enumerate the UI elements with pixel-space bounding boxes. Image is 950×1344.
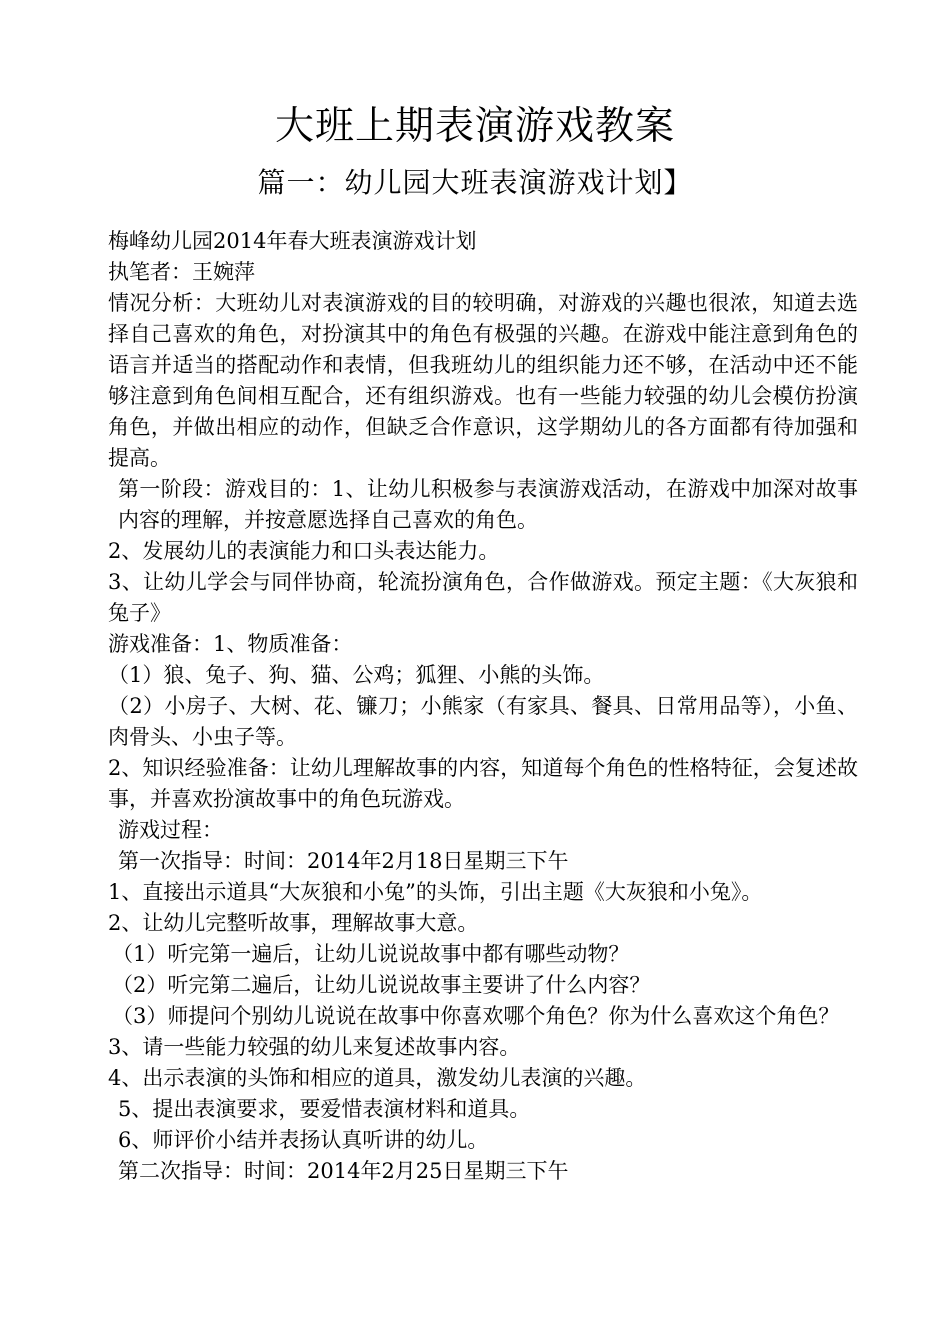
document-subtitle: 篇一：幼儿园大班表演游戏计划】 — [257, 166, 693, 199]
document-title: 大班上期表演游戏教案 — [274, 104, 675, 149]
paragraph-step-1: 1、直接出示道具“大灰狼和小兔”的头饰，引出主题《大灰狼和小兔》。 — [108, 880, 763, 904]
paragraph-first-guidance: 第一次指导：时间：2014年2月18日星期三下午 — [118, 849, 569, 873]
paragraph-step-2-sub-1: （1）听完第一遍后，让幼儿说说故事中都有哪些动物？ — [112, 942, 630, 966]
paragraph-step-4: 4、出示表演的头饰和相应的道具，激发幼儿表演的兴趣。 — [108, 1066, 647, 1090]
paragraph-step-6: 6、师评价小结并表扬认真听讲的幼儿。 — [118, 1128, 489, 1152]
paragraph-preparation: 游戏准备：1、物质准备： — [108, 632, 353, 656]
paragraph-situation-analysis: 情况分析：大班幼儿对表演游戏的目的较明确，对游戏的兴趣也很浓，知道去选择自己喜欢的角色，对扮演其中的角色有极强的兴趣。在游戏中能注意到角色的语言并适当的搭配动作和表情，但我班幼儿的组织能力还不够，在活动中还不能够注意到角色间相互配合，还有组织游戏。也有一些能力较强的幼儿会模仿扮演角色，并做出相应的动作，但缺乏合作意识，这学期幼儿的各方面都有待加强和提高。 — [108, 291, 858, 470]
document-body — [108, 226, 858, 1187]
paragraph-step-2: 2、让幼儿完整听故事，理解故事大意。 — [108, 911, 479, 935]
paragraph-goal-2: 2、发展幼儿的表演能力和口头表达能力。 — [108, 539, 500, 563]
paragraph-step-2-sub-2: （2）听完第二遍后，让幼儿说说故事主要讲了什么内容？ — [112, 973, 651, 997]
paragraph-knowledge-prep: 2、知识经验准备：让幼儿理解故事的内容，知道每个角色的性格特征，会复述故事，并喜欢扮演故事中的角色玩游戏。 — [108, 756, 858, 811]
paragraph-game-process: 游戏过程： — [118, 818, 223, 842]
paragraph-prep-item-2: （2）小房子、大树、花、镰刀；小熊家（有家具、餐具、日常用品等），小鱼、肉骨头、小虫子等。 — [108, 694, 858, 749]
paragraph-school-plan: 梅峰幼儿园2014年春大班表演游戏计划 — [108, 229, 477, 253]
paragraph-stage-one-goal: 第一阶段：游戏目的：1、让幼儿积极参与表演游戏活动，在游戏中加深对故事内容的理解，并按意愿选择自己喜欢的角色。 — [118, 477, 858, 532]
paragraph-step-5: 5、提出表演要求，要爱惜表演材料和道具。 — [118, 1097, 531, 1121]
paragraph-goal-3: 3、让幼儿学会与同伴协商，轮流扮演角色，合作做游戏。预定主题：《大灰狼和兔子》 — [108, 570, 858, 625]
paragraph-second-guidance: 第二次指导：时间：2014年2月25日星期三下午 — [118, 1159, 569, 1183]
paragraph-step-2-sub-3: （3）师提问个别幼儿说说在故事中你喜欢哪个角色？你为什么喜欢这个角色？ — [112, 1004, 840, 1028]
paragraph-author: 执笔者：王婉萍 — [108, 260, 255, 284]
paragraph-prep-item-1: （1）狼、兔子、狗、猫、公鸡；狐狸、小熊的头饰。 — [108, 663, 605, 687]
paragraph-step-3: 3、请一些能力较强的幼儿来复述故事内容。 — [108, 1035, 521, 1059]
